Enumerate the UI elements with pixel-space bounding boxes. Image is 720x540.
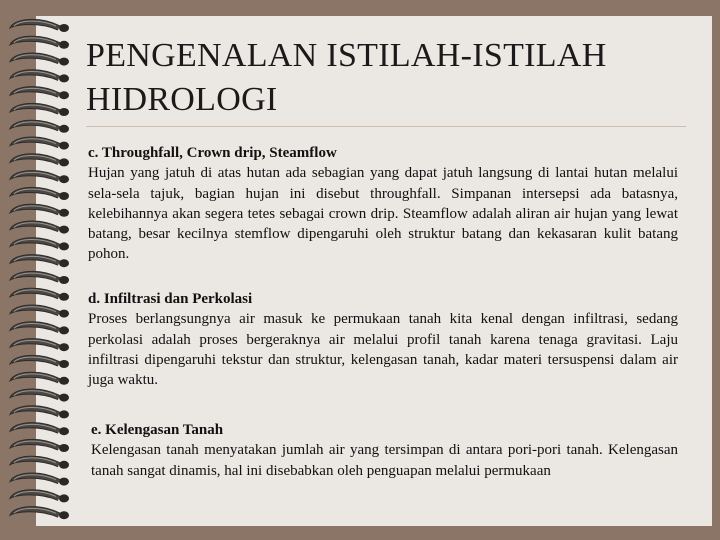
binding-ring	[10, 187, 69, 200]
section-heading: d. Infiltrasi dan Perkolasi	[88, 291, 253, 307]
binding-ring	[10, 120, 69, 133]
binding-ring	[10, 103, 69, 116]
section-throughfall	[88, 143, 678, 265]
binding-ring	[10, 271, 69, 284]
binding-ring	[10, 204, 69, 217]
binding-ring	[10, 507, 69, 520]
binding-ring	[10, 456, 69, 469]
section-infiltrasi	[88, 289, 678, 390]
binding-ring	[10, 423, 69, 436]
binding-ring	[10, 221, 69, 234]
binding-ring	[10, 372, 69, 385]
binding-ring	[10, 238, 69, 251]
binding-ring	[10, 490, 69, 503]
section-body: Kelengasan tanah menyatakan jumlah air yang tersimpan di antara pori-pori tanah. Kelengasan tanah sangat dinamis, hal ini disebabkan oleh penguapan melalui permukaan	[91, 442, 678, 479]
binding-ring	[10, 322, 69, 335]
binding-ring	[10, 171, 69, 184]
section-heading: e. Kelengasan Tanah	[91, 422, 224, 438]
section-body: Proses berlangsungnya air masuk ke permukaan tanah kita kenal dengan infiltrasi, sedang perkolasi adalah proses bergeraknya air melalui profil tanah karena tenaga gravitasi. Laju infiltrasi dipengaruhi tekstur dan struktur, kelengasan tanah, kadar materi tersuspensi dalam air juga waktu.	[88, 311, 678, 389]
binding-ring	[10, 53, 69, 66]
binding-ring	[10, 406, 69, 419]
section-body: Hujan yang jatuh di atas hutan ada sebagian yang dapat jatuh langsung di lantai hutan melalui sela-sela tajuk, bagian hujan ini disebut throughfall. Simpanan intersepsi ada batasnya, kelebihannya akan segera tetes sebagai crown drip. Steamflow adalah aliran air hujan yang lewat batang, besar kecilnya stemflow dipengaruhi oleh struktur batang dan kekasaran kulit batang pohon.	[88, 165, 678, 263]
binding-ring	[10, 137, 69, 150]
binding-ring	[10, 19, 69, 32]
binding-ring	[10, 355, 69, 368]
binding-ring	[10, 288, 69, 301]
binding-ring	[10, 305, 69, 318]
title-line-2: HIDROLOGI	[86, 81, 278, 118]
binding-ring	[10, 389, 69, 402]
binding-ring	[10, 255, 69, 268]
title-line-1: PENGENALAN ISTILAH-ISTILAH	[86, 37, 607, 74]
slide-title	[86, 34, 686, 122]
section-heading: c. Throughfall, Crown drip, Steamflow	[88, 145, 337, 161]
spiral-binding	[0, 14, 82, 534]
binding-ring	[10, 36, 69, 49]
binding-ring	[10, 439, 69, 452]
binding-ring	[10, 87, 69, 100]
title-divider	[86, 126, 686, 127]
binding-ring	[10, 154, 69, 167]
binding-ring	[10, 70, 69, 83]
section-kelengasan	[91, 420, 678, 481]
binding-ring	[10, 339, 69, 352]
binding-ring	[10, 473, 69, 486]
